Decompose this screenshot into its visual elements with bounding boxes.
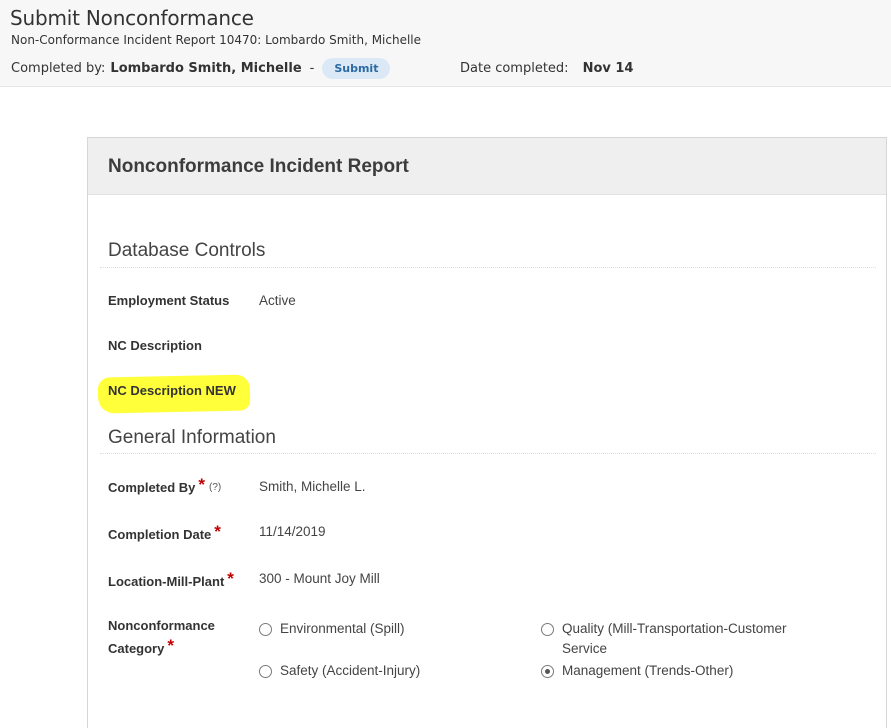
required-marker: * bbox=[167, 636, 174, 655]
section-divider bbox=[100, 453, 876, 454]
completed-by-label: Completed by: bbox=[11, 60, 106, 76]
completed-by-field-label bbox=[108, 476, 221, 501]
radio-option-management[interactable] bbox=[541, 661, 811, 681]
completion-date-label-text: Completion Date bbox=[108, 527, 212, 542]
nonconformance-category-radio-group bbox=[259, 619, 879, 689]
date-completed-row bbox=[460, 57, 633, 79]
section-divider bbox=[100, 267, 876, 268]
radio-label: Environmental (Spill) bbox=[280, 621, 405, 636]
nc-description-new-label: NC Description NEW bbox=[108, 383, 236, 398]
page-title: Submit Nonconformance bbox=[10, 6, 254, 30]
help-link[interactable]: (?) bbox=[209, 482, 222, 493]
radio-button-selected[interactable] bbox=[541, 665, 554, 678]
completion-date-field-label bbox=[108, 523, 221, 546]
radio-label: Safety (Accident-Injury) bbox=[280, 663, 421, 678]
required-marker: * bbox=[198, 475, 206, 494]
category-label-line1: Nonconformance bbox=[108, 618, 215, 633]
date-completed-value: Nov 14 bbox=[582, 60, 634, 76]
status-badge: Submit bbox=[322, 58, 390, 79]
completed-by-value: Smith, Michelle L. bbox=[259, 479, 366, 494]
radio-button[interactable] bbox=[541, 623, 554, 636]
completed-by-label-text: Completed By bbox=[108, 480, 196, 495]
radio-option-environmental[interactable] bbox=[259, 619, 519, 639]
location-value: 300 - Mount Joy Mill bbox=[259, 571, 380, 586]
required-marker: * bbox=[227, 569, 234, 588]
category-label-line2: Category bbox=[108, 641, 165, 656]
completion-date-value: 11/14/2019 bbox=[259, 524, 326, 539]
radio-option-safety[interactable] bbox=[259, 661, 519, 681]
page-subtitle: Non-Conformance Incident Report 10470: Lombardo Smith, Michelle bbox=[11, 33, 422, 47]
employment-status-value: Active bbox=[259, 293, 296, 308]
nc-description-label: NC Description bbox=[108, 338, 202, 353]
radio-button[interactable] bbox=[259, 623, 272, 636]
completed-by-name: Lombardo Smith, Michelle bbox=[110, 60, 302, 76]
date-completed-label: Date completed: bbox=[460, 60, 569, 76]
completed-by-row bbox=[11, 57, 390, 79]
form-title: Nonconformance Incident Report bbox=[108, 156, 409, 177]
form-card bbox=[87, 137, 887, 728]
required-marker: * bbox=[214, 522, 221, 541]
location-label-text: Location-Mill-Plant bbox=[108, 574, 225, 589]
employment-status-label: Employment Status bbox=[108, 293, 230, 308]
radio-button[interactable] bbox=[259, 665, 272, 678]
section-title-database-controls: Database Controls bbox=[108, 240, 266, 261]
radio-option-quality[interactable] bbox=[541, 619, 811, 659]
separator: - bbox=[309, 60, 315, 76]
section-title-general-information: General Information bbox=[108, 427, 276, 448]
nonconformance-category-label bbox=[108, 615, 215, 660]
radio-label: Management (Trends-Other) bbox=[562, 663, 734, 678]
location-field-label bbox=[108, 570, 234, 593]
page-header bbox=[0, 0, 891, 87]
form-header bbox=[88, 138, 886, 195]
radio-label: Quality (Mill-Transportation-Customer Service bbox=[562, 621, 787, 656]
